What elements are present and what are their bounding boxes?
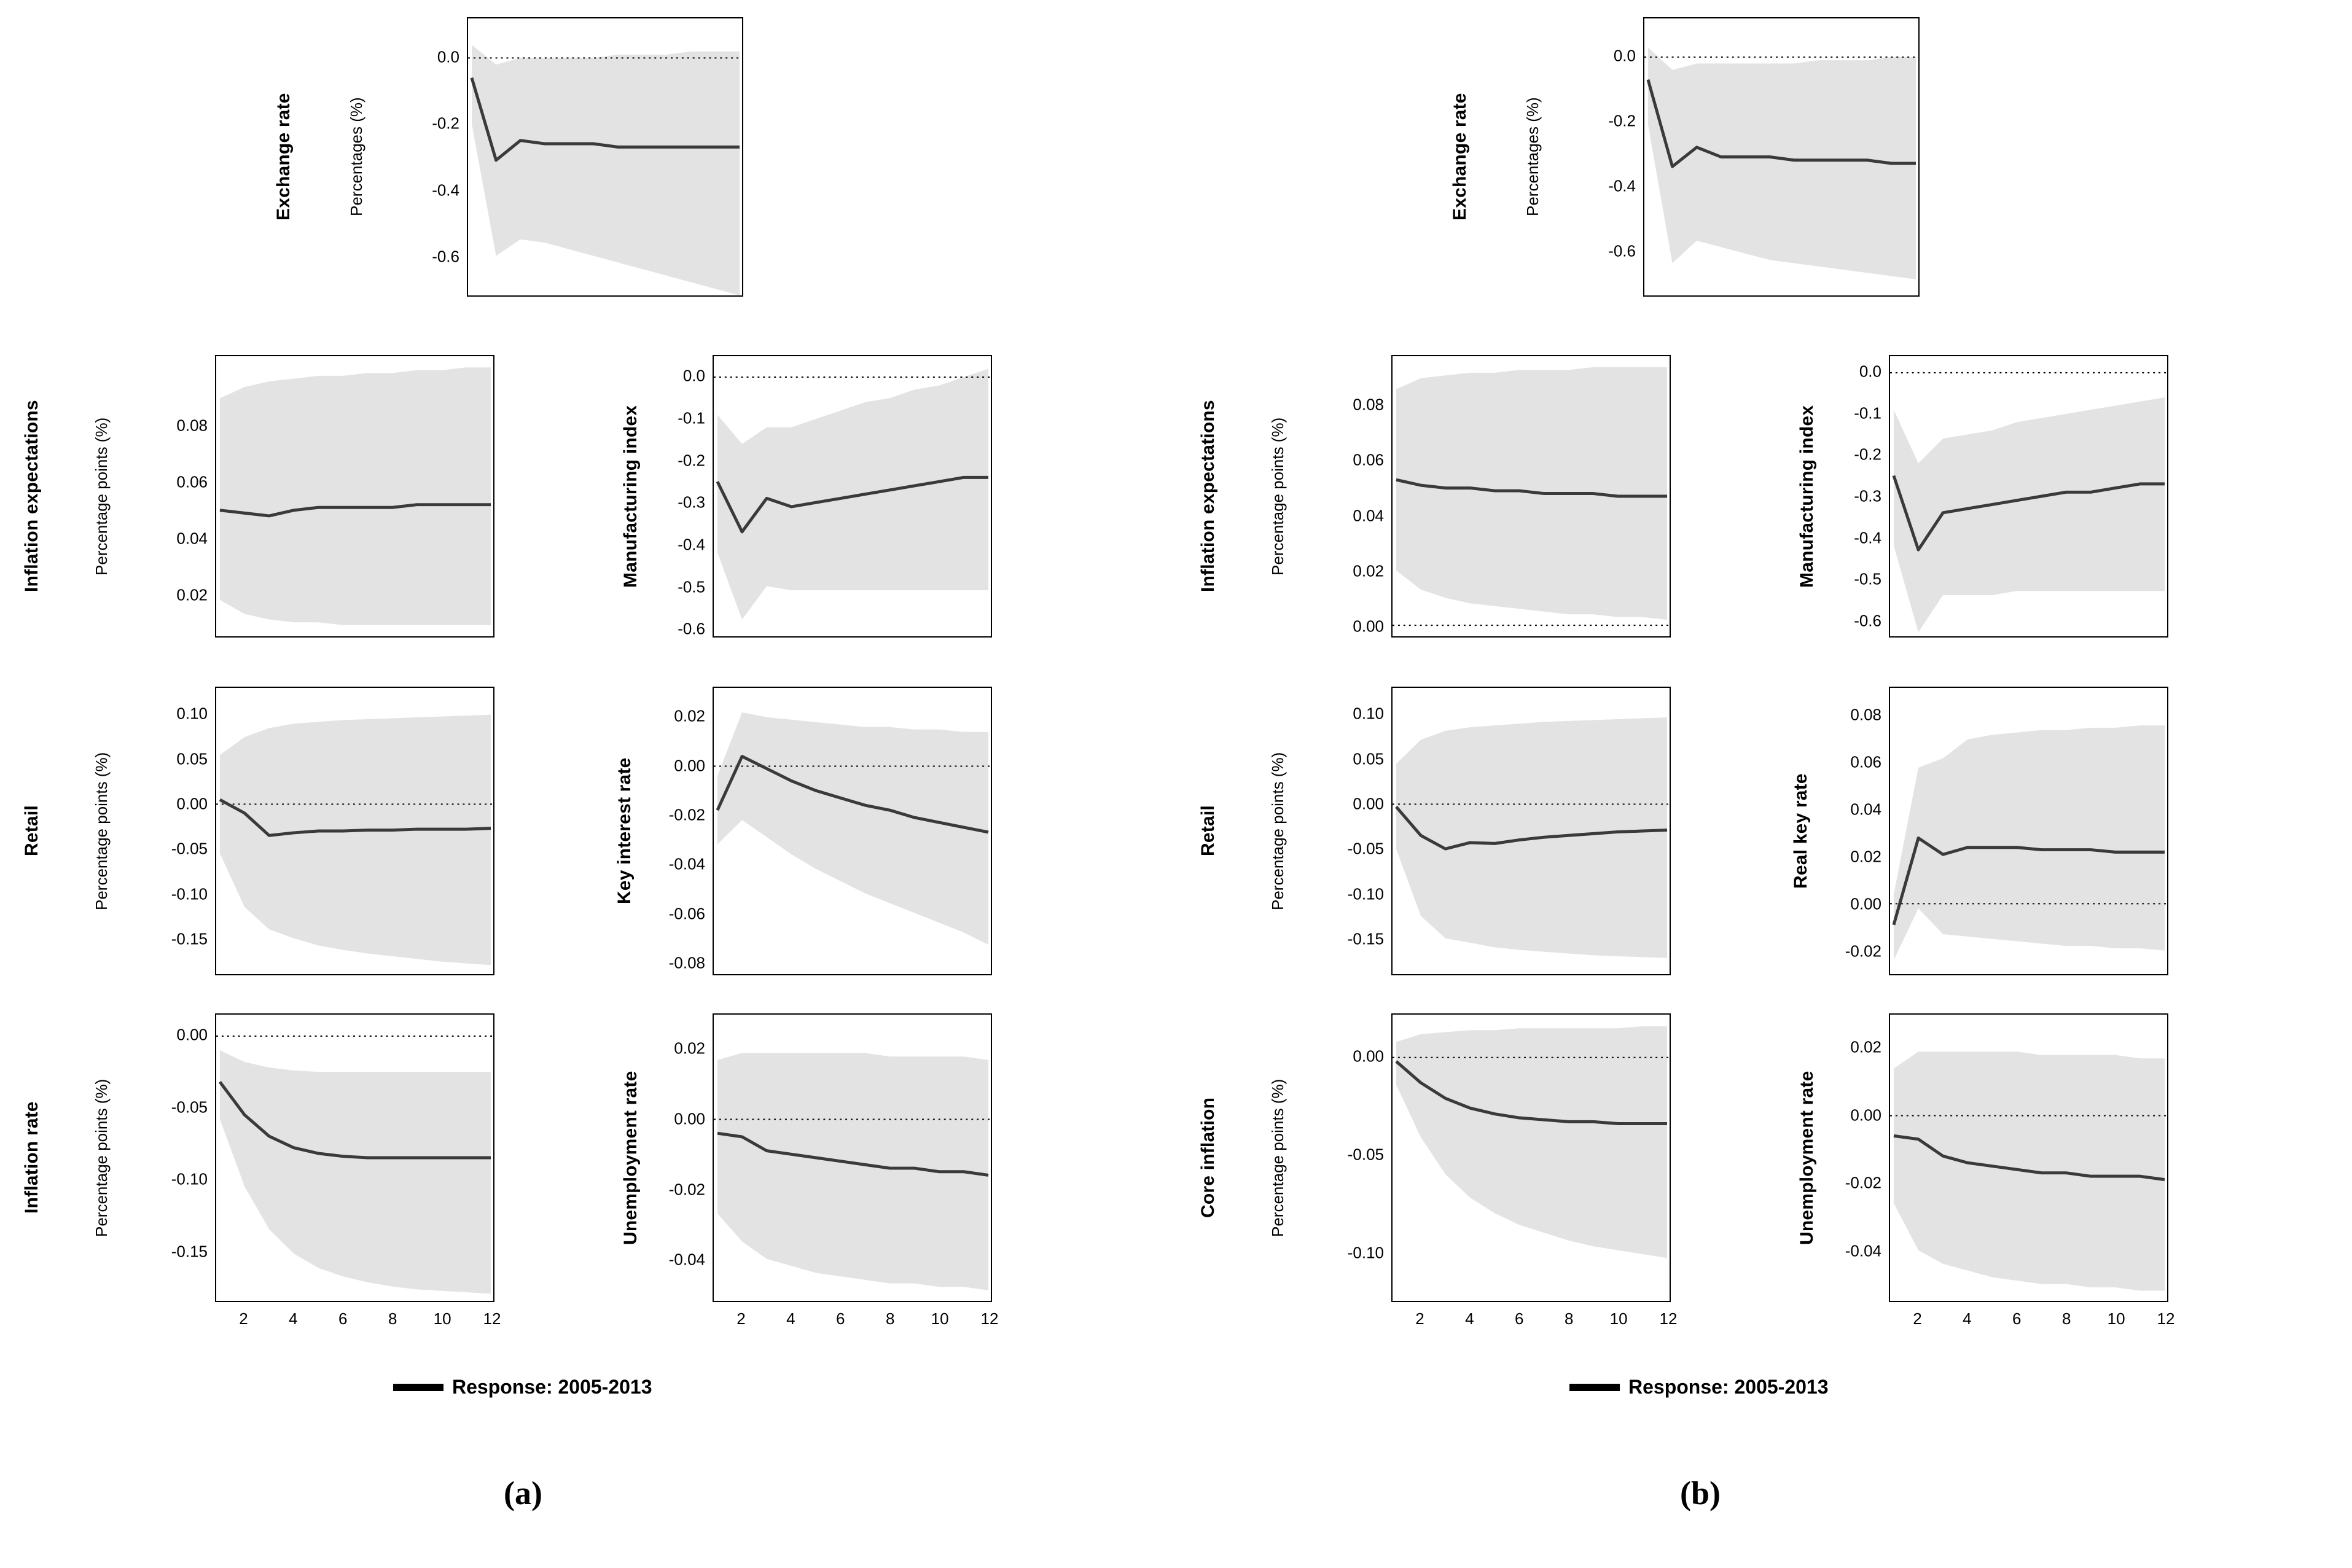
- legend: [393, 1376, 652, 1398]
- y-tick-label: -0.04: [668, 854, 705, 873]
- legend-line-swatch: [393, 1384, 443, 1391]
- y-tick-label: 0.00: [674, 756, 705, 775]
- x-tick-label: 2: [736, 1309, 746, 1328]
- confidence-band: [1894, 725, 2165, 960]
- chart-title: Core inflation: [1198, 1097, 1218, 1219]
- x-tick-label: 8: [388, 1309, 397, 1328]
- x-tick-labels: [1889, 1309, 2175, 1334]
- confidence-band: [717, 369, 988, 619]
- y-tick-label: 0.02: [1850, 1037, 1881, 1056]
- y-tick-labels: [1526, 17, 1636, 297]
- y-tick-label: -0.05: [1347, 839, 1384, 858]
- x-tick-label: 6: [338, 1309, 348, 1328]
- y-axis-label: Percentage points (%): [1268, 1078, 1287, 1237]
- y-tick-label: 0.02: [176, 585, 208, 604]
- y-tick-label: -0.05: [171, 839, 208, 858]
- y-tick-label: 0.00: [176, 1025, 208, 1044]
- y-tick-label: -0.15: [171, 1242, 208, 1261]
- y-tick-label: -0.2: [1854, 445, 1881, 464]
- chart-title: Unemployment rate: [620, 1071, 641, 1245]
- y-tick-label: -0.02: [668, 1180, 705, 1199]
- plot-area: [215, 687, 494, 975]
- x-tick-label: 10: [931, 1309, 949, 1328]
- chart-title: Real key rate: [1791, 773, 1811, 889]
- confidence-band: [220, 367, 491, 625]
- y-tick-label: 0.02: [674, 1039, 705, 1058]
- y-tick-label: 0.06: [1353, 450, 1384, 469]
- y-tick-label: 0.00: [1353, 617, 1384, 636]
- panel-b: [1176, 0, 2352, 1568]
- y-tick-label: 0.00: [1353, 794, 1384, 813]
- panel-letter: (b): [1680, 1475, 1721, 1511]
- y-axis-label: Percentages (%): [1523, 97, 1542, 217]
- y-tick-label: 0.02: [1850, 847, 1881, 866]
- confidence-band: [472, 45, 740, 295]
- y-tick-labels: [98, 355, 208, 638]
- y-tick-label: 0.04: [1353, 506, 1384, 525]
- plot-area: [467, 17, 743, 297]
- plot-area: [1391, 687, 1671, 975]
- confidence-band: [1894, 397, 2165, 632]
- y-tick-label: -0.5: [1854, 569, 1881, 588]
- y-tick-label: -0.02: [1845, 942, 1881, 961]
- y-tick-label: 0.06: [1850, 752, 1881, 771]
- y-tick-label: -0.04: [668, 1250, 705, 1269]
- y-tick-label: -0.3: [1854, 486, 1881, 505]
- y-tick-label: -0.2: [432, 114, 459, 133]
- x-tick-labels: [215, 1309, 501, 1334]
- chart-title: Manufacturing index: [620, 405, 641, 588]
- y-axis-label: Percentages (%): [347, 97, 365, 217]
- plot-area: [1391, 1013, 1671, 1302]
- y-tick-label: 0.0: [1859, 362, 1881, 381]
- x-tick-label: 6: [836, 1309, 845, 1328]
- chart-title: Unemployment rate: [1797, 1071, 1817, 1245]
- y-tick-label: -0.10: [1347, 884, 1384, 903]
- y-tick-label: 0.0: [437, 47, 459, 66]
- y-tick-labels: [596, 355, 705, 638]
- confidence-band: [1648, 47, 1916, 279]
- x-tick-labels: [1391, 1309, 1678, 1334]
- y-tick-labels: [1772, 687, 1881, 975]
- y-tick-label: 0.08: [176, 416, 208, 435]
- x-tick-label: 6: [1515, 1309, 1524, 1328]
- y-tick-label: -0.2: [678, 451, 705, 470]
- plot-area: [1889, 1013, 2168, 1302]
- x-tick-label: 8: [885, 1309, 895, 1328]
- y-tick-labels: [1772, 355, 1881, 638]
- y-tick-label: -0.10: [171, 1169, 208, 1188]
- y-tick-labels: [596, 1013, 705, 1302]
- legend-label: Response: 2005-2013: [452, 1376, 652, 1398]
- y-tick-label: -0.08: [668, 953, 705, 972]
- plot-area: [1643, 17, 1920, 297]
- x-tick-label: 12: [483, 1309, 501, 1328]
- y-tick-label: 0.00: [1850, 894, 1881, 913]
- y-tick-label: -0.3: [678, 493, 705, 512]
- y-tick-labels: [98, 687, 208, 975]
- confidence-band: [1396, 1026, 1667, 1258]
- chart-title: Retail: [1198, 805, 1218, 857]
- y-tick-label: -0.2: [1608, 111, 1636, 130]
- y-tick-label: -0.02: [1845, 1173, 1881, 1192]
- legend-line-swatch: [1569, 1384, 1620, 1391]
- y-axis-label: Percentage points (%): [92, 752, 111, 910]
- chart-title: Exchange rate: [1450, 93, 1470, 221]
- chart-title: Key interest rate: [614, 757, 635, 905]
- x-tick-label: 2: [239, 1309, 248, 1328]
- y-tick-label: 0.10: [1353, 704, 1384, 723]
- y-tick-label: 0.00: [674, 1109, 705, 1128]
- y-tick-label: -0.10: [171, 884, 208, 903]
- y-tick-label: -0.4: [1608, 176, 1636, 195]
- confidence-band: [717, 712, 988, 945]
- y-tick-label: -0.05: [171, 1098, 208, 1117]
- y-tick-label: -0.5: [678, 577, 705, 596]
- chart-title: Exchange rate: [273, 93, 294, 221]
- plot-area: [1889, 355, 2168, 638]
- y-tick-label: -0.05: [1347, 1145, 1384, 1164]
- y-axis-label: Percentage points (%): [92, 1078, 111, 1237]
- x-tick-label: 4: [1963, 1309, 1972, 1328]
- y-tick-labels: [1275, 687, 1384, 975]
- y-tick-label: -0.4: [432, 181, 459, 200]
- y-tick-label: 0.08: [1850, 705, 1881, 724]
- x-tick-label: 4: [1465, 1309, 1474, 1328]
- y-tick-label: 0.02: [674, 706, 705, 725]
- y-tick-label: 0.05: [1353, 749, 1384, 768]
- y-tick-label: -0.6: [1854, 611, 1881, 630]
- x-tick-label: 10: [2107, 1309, 2125, 1328]
- panel-letter: (a): [504, 1475, 542, 1511]
- x-tick-label: 2: [1415, 1309, 1424, 1328]
- y-tick-label: -0.4: [678, 535, 705, 554]
- y-tick-label: -0.15: [1347, 929, 1384, 948]
- y-tick-label: -0.1: [678, 408, 705, 427]
- x-tick-label: 4: [289, 1309, 298, 1328]
- y-tick-label: 0.00: [1850, 1106, 1881, 1125]
- y-tick-label: 0.0: [1613, 46, 1636, 65]
- y-axis-label: Percentage points (%): [1268, 752, 1287, 910]
- x-tick-label: 8: [2061, 1309, 2071, 1328]
- chart-title: Retail: [21, 805, 42, 857]
- x-tick-label: 12: [980, 1309, 999, 1328]
- plot-area: [215, 355, 494, 638]
- y-axis-label: Percentage points (%): [92, 417, 111, 575]
- plot-area: [713, 355, 992, 638]
- y-tick-label: -0.10: [1347, 1243, 1384, 1262]
- legend-label: Response: 2005-2013: [1628, 1376, 1829, 1398]
- x-tick-label: 2: [1913, 1309, 1922, 1328]
- y-tick-label: 0.00: [1353, 1047, 1384, 1066]
- y-tick-label: -0.06: [668, 904, 705, 923]
- y-tick-label: -0.4: [1854, 528, 1881, 547]
- y-tick-labels: [1275, 355, 1384, 638]
- y-tick-labels: [98, 1013, 208, 1302]
- y-tick-labels: [596, 687, 705, 975]
- plot-area: [713, 1013, 992, 1302]
- x-tick-label: 4: [786, 1309, 795, 1328]
- y-tick-label: -0.6: [1608, 241, 1636, 260]
- x-tick-label: 8: [1564, 1309, 1574, 1328]
- plot-area: [1889, 687, 2168, 975]
- y-tick-label: 0.04: [1850, 800, 1881, 819]
- y-tick-label: 0.0: [682, 366, 705, 385]
- x-tick-label: 12: [2157, 1309, 2175, 1328]
- y-axis-label: Percentage points (%): [1268, 417, 1287, 575]
- y-tick-label: 0.10: [176, 704, 208, 723]
- plot-area: [713, 687, 992, 975]
- y-tick-label: -0.02: [668, 805, 705, 824]
- chart-title: Inflation expectations: [1198, 400, 1218, 593]
- y-tick-labels: [350, 17, 459, 297]
- y-tick-label: 0.00: [176, 794, 208, 813]
- chart-title: Inflation rate: [21, 1101, 42, 1214]
- x-tick-label: 12: [1659, 1309, 1678, 1328]
- y-tick-label: 0.04: [176, 529, 208, 548]
- chart-title: Manufacturing index: [1797, 405, 1817, 588]
- y-tick-label: -0.15: [171, 929, 208, 948]
- x-tick-labels: [713, 1309, 999, 1334]
- y-tick-label: -0.04: [1845, 1241, 1881, 1260]
- x-tick-label: 10: [1609, 1309, 1628, 1328]
- legend: [1569, 1376, 1829, 1398]
- y-tick-label: 0.05: [176, 749, 208, 768]
- confidence-band: [220, 1050, 491, 1293]
- y-tick-label: 0.06: [176, 472, 208, 491]
- y-tick-label: -0.6: [678, 619, 705, 638]
- plot-area: [1391, 355, 1671, 638]
- y-tick-label: -0.6: [432, 247, 459, 266]
- y-tick-labels: [1275, 1013, 1384, 1302]
- y-tick-labels: [1772, 1013, 1881, 1302]
- x-tick-label: 6: [2012, 1309, 2022, 1328]
- chart-title: Inflation expectations: [21, 400, 42, 593]
- confidence-band: [220, 715, 491, 965]
- y-tick-label: 0.02: [1353, 561, 1384, 580]
- y-tick-label: -0.1: [1854, 404, 1881, 423]
- y-tick-label: 0.08: [1353, 395, 1384, 414]
- x-tick-label: 10: [433, 1309, 451, 1328]
- plot-area: [215, 1013, 494, 1302]
